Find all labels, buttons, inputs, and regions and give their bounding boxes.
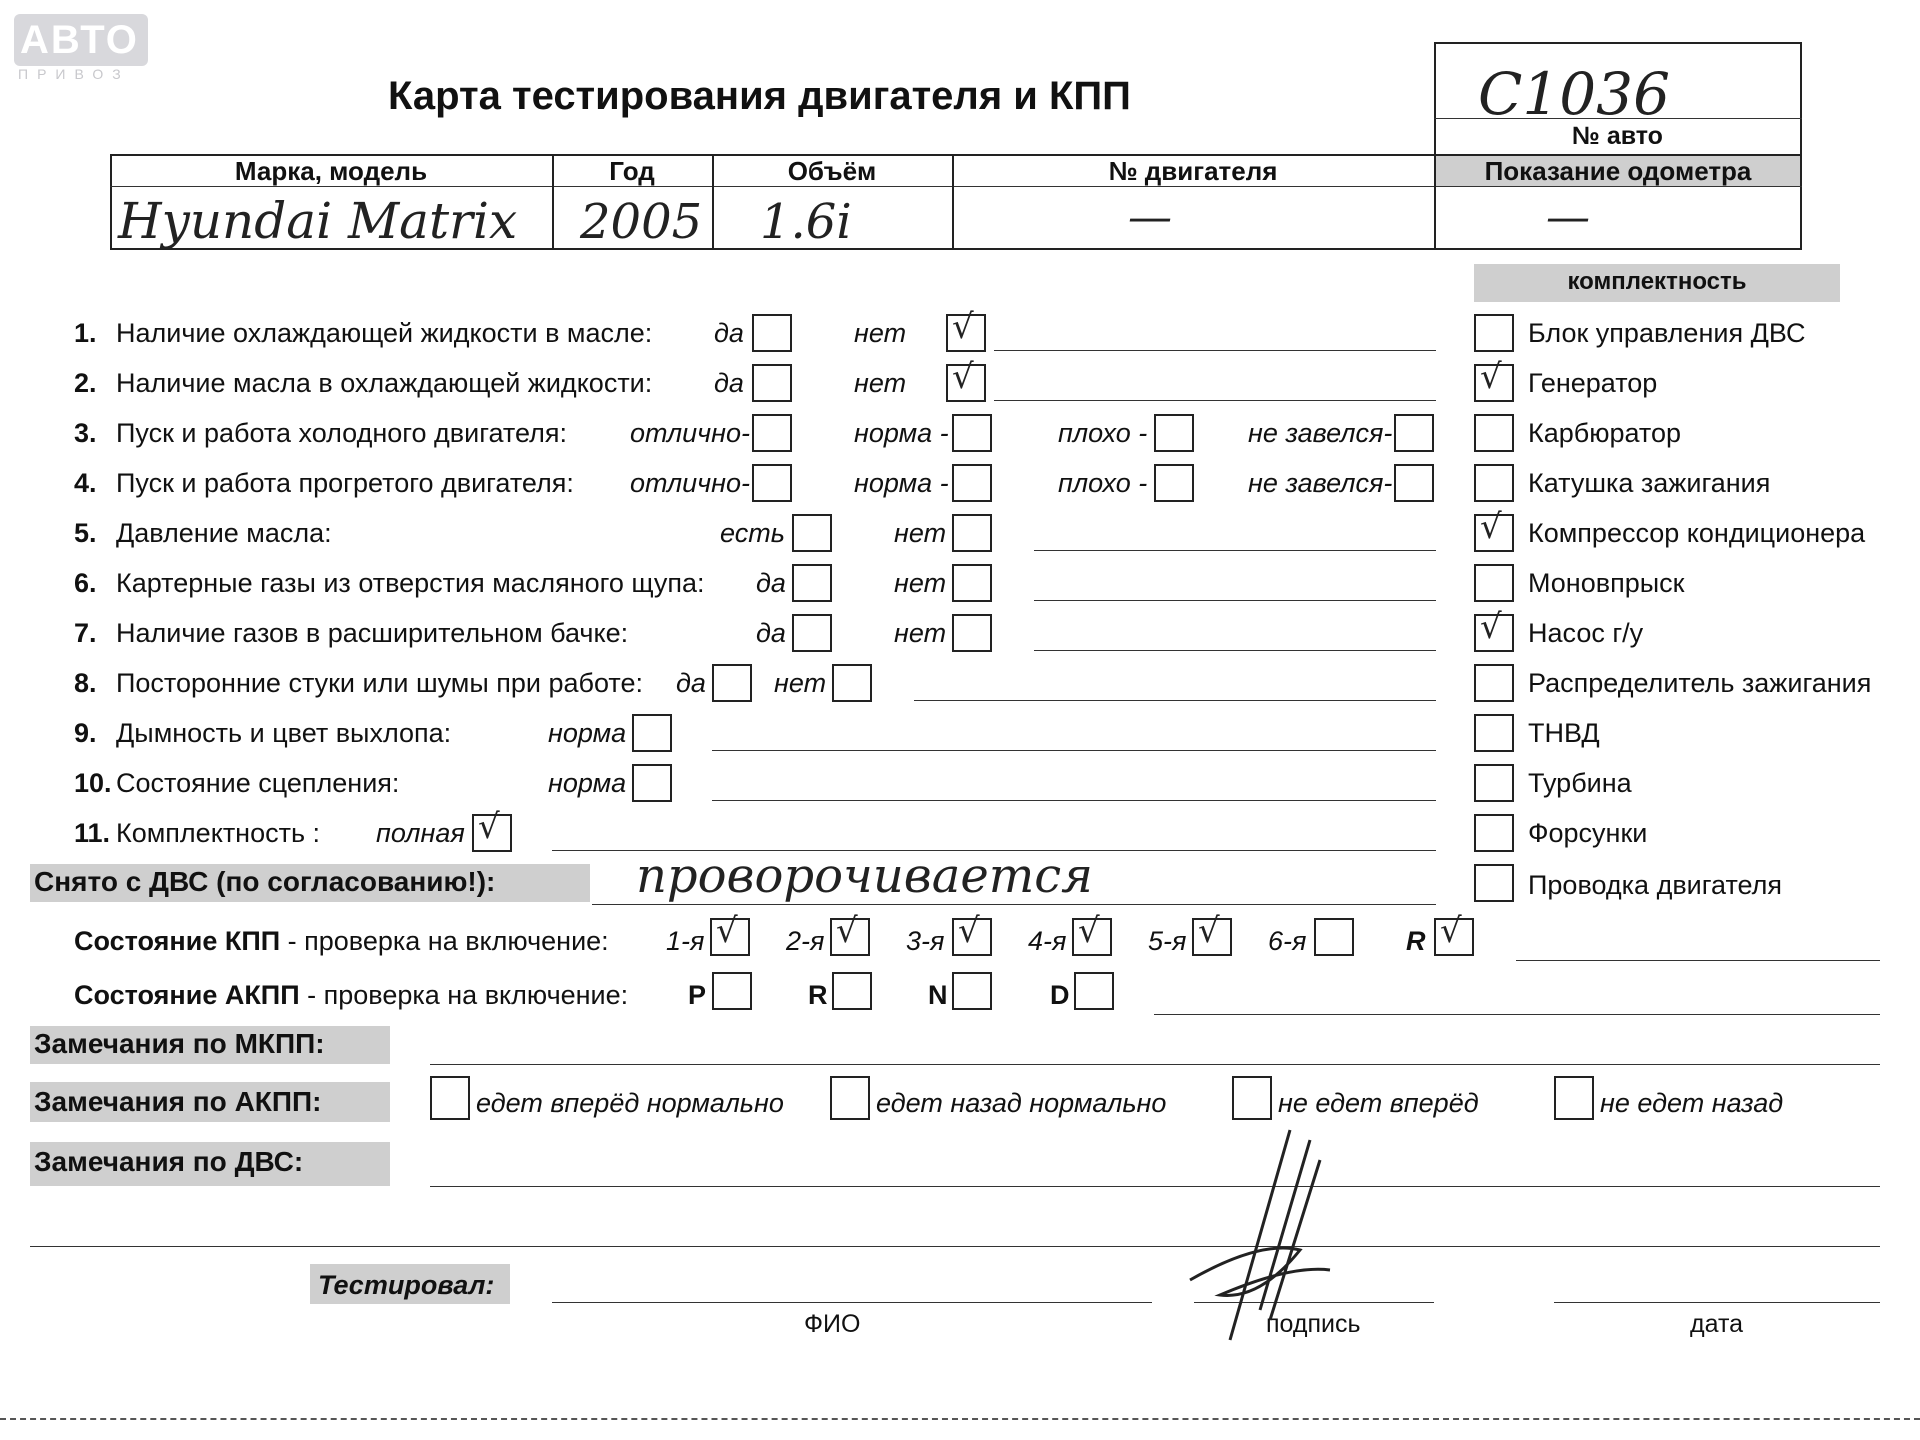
item-label: Пуск и работа прогретого двигателя: (116, 468, 574, 498)
value-model: Hyundai Matrix (118, 192, 518, 250)
komplekt-item: Форсунки (1528, 818, 1648, 848)
checkbox-komplekt[interactable] (1474, 464, 1514, 502)
option-label: норма (548, 718, 627, 748)
checkbox-normal[interactable] (632, 714, 672, 752)
gear-label: 4-я (1028, 926, 1067, 956)
komplekt-item: Компрессор кондиционера (1528, 518, 1866, 548)
checkbox-komplekt[interactable] (1474, 714, 1514, 752)
checkbox-forward-ok[interactable] (430, 1076, 470, 1120)
page-title: Карта тестирования двигателя и КПП (388, 74, 1131, 118)
option-label: не завелся- (1248, 418, 1393, 448)
checkbox-no-reverse[interactable] (1554, 1076, 1594, 1120)
akpp-remark-option: не едет вперёд (1278, 1088, 1479, 1118)
komplekt-item: Карбюратор (1528, 418, 1682, 448)
akpp-remark-option: не едет назад (1600, 1088, 1784, 1118)
item-num: 10. (74, 768, 112, 798)
option-label: полная (376, 818, 465, 848)
item-label: Картерные газы из отверстия масляного щупа: (116, 568, 705, 598)
akpp-position-label: P (688, 980, 707, 1010)
sign-label: подпись (1266, 1310, 1361, 1338)
checkbox-komplekt[interactable] (1474, 864, 1514, 902)
checkbox-no[interactable]: √ (946, 364, 986, 402)
checkbox-no[interactable]: √ (946, 314, 986, 352)
option-label: да (756, 618, 786, 648)
option-label: да (676, 668, 706, 698)
gear-label: R (1406, 926, 1426, 956)
option-label: нет (854, 318, 907, 348)
item-num: 2. (74, 368, 97, 398)
item-label: Наличие газов в расширительном бачке: (116, 618, 629, 648)
komplekt-item: Турбина (1528, 768, 1632, 798)
checkbox-not-started[interactable] (1394, 464, 1434, 502)
checkbox-full[interactable]: √ (472, 814, 512, 852)
checkbox-bad[interactable] (1154, 464, 1194, 502)
komplekt-item: Распределитель зажигания (1528, 668, 1872, 698)
option-label: да (714, 318, 744, 348)
option-label: нет (774, 668, 827, 698)
gear-label: 3-я (906, 926, 945, 956)
checkbox-gear-6[interactable] (1314, 918, 1354, 956)
gear-label: 6-я (1268, 926, 1307, 956)
removed-label: Снято с ДВС (по согласованию!): (34, 866, 496, 897)
item-num: 11. (74, 818, 111, 848)
col-header-engine-no: № двигателя (1108, 156, 1278, 186)
checkbox-akpp-d[interactable] (1074, 972, 1114, 1010)
item-num: 5. (74, 518, 97, 548)
komplekt-item: Катушка зажигания (1528, 468, 1771, 498)
tested-label: Тестировал: (318, 1270, 495, 1300)
akpp-position-label: N (928, 980, 948, 1010)
option-label: не завелся- (1248, 468, 1393, 498)
akpp-position-label: R (808, 980, 828, 1010)
option-label: нет (854, 368, 907, 398)
checkbox-excellent[interactable] (752, 414, 792, 452)
checkbox-yes[interactable] (792, 514, 832, 552)
date-label: дата (1690, 1310, 1744, 1338)
option-label: отлично- (630, 468, 750, 498)
checkbox-komplekt[interactable] (1474, 314, 1514, 352)
checkbox-normal[interactable] (632, 764, 672, 802)
item-label: Дымность и цвет выхлопа: (116, 718, 452, 748)
kpp-label: Состояние КПП - проверка на включение: (74, 926, 609, 956)
item-label: Давление масла: (116, 518, 332, 548)
item-label: Комплектность : (116, 818, 321, 848)
checkbox-komplekt[interactable]: √ (1474, 364, 1514, 402)
komplekt-title: комплектность (1567, 268, 1747, 295)
item-label: Состояние сцепления: (116, 768, 400, 798)
checkbox-no[interactable] (952, 614, 992, 652)
gear-label: 5-я (1148, 926, 1187, 956)
gear-label: 1-я (666, 926, 705, 956)
item-num: 1. (74, 318, 97, 348)
signature-scribble (1170, 1120, 1410, 1350)
komplekt-item: ТНВД (1528, 718, 1600, 748)
option-label: норма (548, 768, 627, 798)
fio-label: ФИО (804, 1310, 861, 1338)
checkbox-gear-r[interactable]: √ (1434, 918, 1474, 956)
item-num: 3. (74, 418, 97, 448)
auto-number-label: № авто (1572, 122, 1663, 150)
logo-bottom-text: ПРИВОЗ (18, 66, 130, 82)
option-label: плохо - (1058, 468, 1148, 498)
option-label: норма - (854, 418, 949, 448)
col-header-year: Год (609, 156, 655, 186)
checkbox-komplekt[interactable] (1474, 564, 1514, 602)
checkbox-akpp-n[interactable] (952, 972, 992, 1010)
option-label: да (714, 368, 744, 398)
komplekt-item: Генератор (1528, 368, 1658, 398)
checkbox-yes[interactable] (752, 314, 792, 352)
remarks-dvs-label: Замечания по ДВС: (34, 1146, 304, 1177)
checkbox-komplekt[interactable]: √ (1474, 514, 1514, 552)
item-num: 6. (74, 568, 97, 598)
item-num: 4. (74, 468, 97, 498)
option-label: нет (894, 518, 947, 548)
logo-top-text: АВТО (20, 18, 139, 62)
item-label: Наличие охлаждающей жидкости в масле: (116, 318, 653, 348)
akpp-label: Состояние АКПП - проверка на включение: (74, 980, 629, 1010)
value-odometer: — (1546, 192, 1590, 243)
col-header-model: Марка, модель (234, 156, 428, 186)
checkbox-not-started[interactable] (1394, 414, 1434, 452)
akpp-position-label: D (1050, 980, 1070, 1010)
auto-number-value: C1036 (1478, 60, 1670, 128)
checkbox-yes[interactable] (792, 614, 832, 652)
logo (14, 14, 148, 66)
checkbox-gear-3[interactable]: √ (952, 918, 992, 956)
value-engine-no: — (1128, 192, 1172, 243)
checkbox-no[interactable] (952, 564, 992, 602)
checkbox-komplekt[interactable]: √ (1474, 614, 1514, 652)
option-label: отлично- (630, 418, 750, 448)
checkbox-no-forward[interactable] (1232, 1076, 1272, 1120)
checkbox-yes[interactable] (752, 364, 792, 402)
checkbox-gear-5[interactable]: √ (1192, 918, 1232, 956)
checkbox-akpp-r[interactable] (832, 972, 872, 1010)
komplekt-item: Блок управления ДВС (1528, 318, 1806, 348)
scan-edge-line (0, 1418, 1920, 1420)
checkbox-gear-4[interactable]: √ (1072, 918, 1112, 956)
checkbox-komplekt[interactable] (1474, 764, 1514, 802)
option-label: есть (720, 518, 785, 548)
checkbox-yes[interactable] (712, 664, 752, 702)
item-num: 9. (74, 718, 97, 748)
value-volume: 1.6i (760, 194, 852, 250)
option-label: нет (894, 618, 947, 648)
col-header-odometer: Показание одометра (1484, 156, 1752, 186)
remarks-akpp-label: Замечания по АКПП: (34, 1086, 322, 1117)
item-num: 7. (74, 618, 97, 648)
checkbox-normal[interactable] (952, 464, 992, 502)
checkbox-akpp-p[interactable] (712, 972, 752, 1010)
option-label: да (756, 568, 786, 598)
checkbox-bad[interactable] (1154, 414, 1194, 452)
item-label: Посторонние стуки или шумы при работе: (116, 668, 643, 698)
checkbox-gear-1[interactable]: √ (710, 918, 750, 956)
option-label: нет (894, 568, 947, 598)
checkbox-normal[interactable] (952, 414, 992, 452)
gear-label: 2-я (786, 926, 825, 956)
option-label: плохо - (1058, 418, 1148, 448)
value-year: 2005 (580, 194, 703, 250)
item-num: 8. (74, 668, 97, 698)
checkbox-no[interactable] (832, 664, 872, 702)
remarks-mkpp-label: Замечания по МКПП: (34, 1028, 325, 1059)
item-label: Наличие масла в охлаждающей жидкости: (116, 368, 653, 398)
akpp-remark-option: едет назад нормально (876, 1088, 1167, 1118)
checkbox-komplekt[interactable] (1474, 664, 1514, 702)
option-label: норма - (854, 468, 949, 498)
checkbox-yes[interactable] (792, 564, 832, 602)
col-header-volume: Объём (787, 156, 877, 186)
removed-value: проворочивается (636, 848, 1093, 904)
komplekt-item: Моновпрыск (1528, 568, 1685, 598)
komplekt-item: Проводка двигателя (1528, 870, 1782, 900)
item-label: Пуск и работа холодного двигателя: (116, 418, 567, 448)
checkbox-komplekt[interactable] (1474, 814, 1514, 852)
checkbox-reverse-ok[interactable] (830, 1076, 870, 1120)
checkbox-gear-2[interactable]: √ (830, 918, 870, 956)
checkbox-excellent[interactable] (752, 464, 792, 502)
checkbox-no[interactable] (952, 514, 992, 552)
checkbox-komplekt[interactable] (1474, 414, 1514, 452)
komplekt-item: Насос г/у (1528, 618, 1644, 648)
akpp-remark-option: едет вперёд нормально (476, 1088, 784, 1118)
